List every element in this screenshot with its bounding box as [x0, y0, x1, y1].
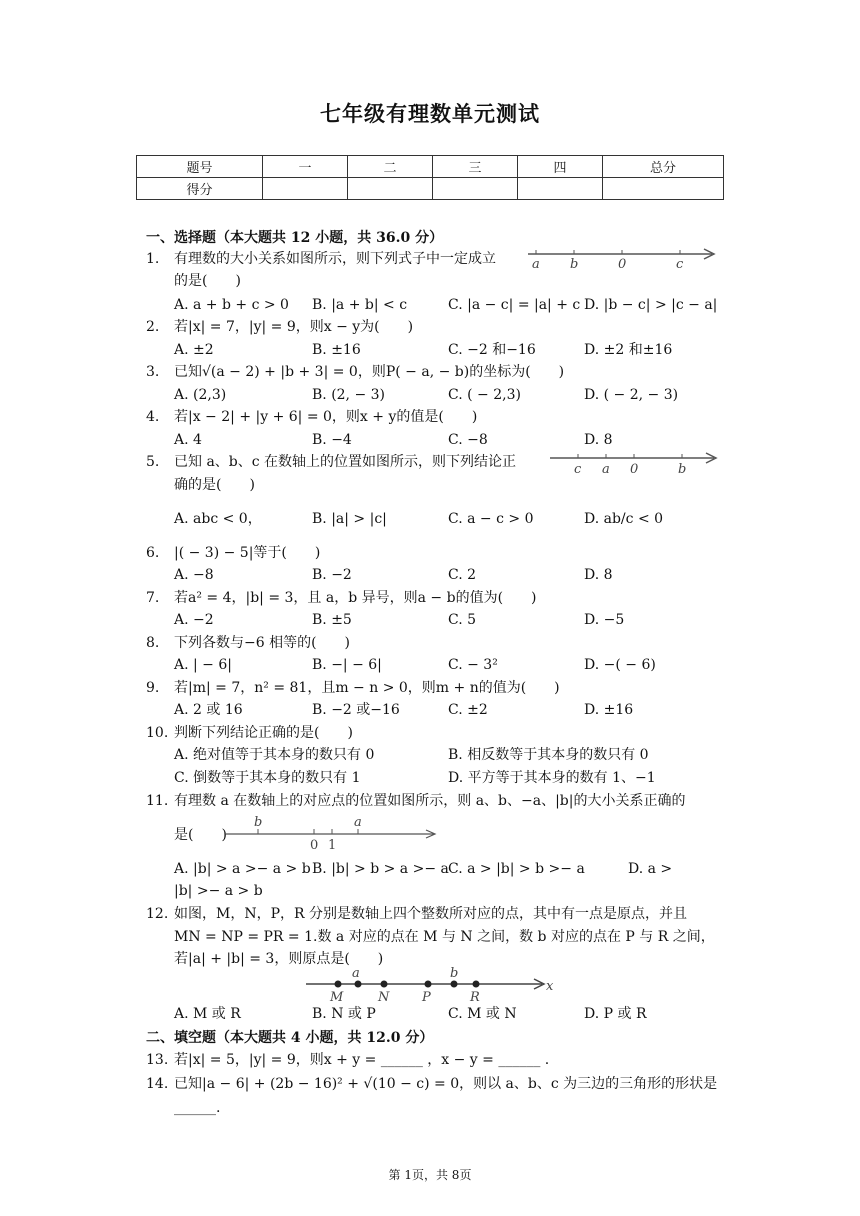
- question-text: 若|x − 2| + |y + 6| = 0，则x + y的值是( ): [174, 409, 478, 425]
- question-4: [146, 406, 477, 428]
- option-d: D. 8: [584, 432, 613, 448]
- axis-label: 0: [630, 462, 639, 476]
- table-cell: 一: [263, 156, 348, 178]
- question-text: |( − 3) − 5|等于( ): [174, 545, 321, 561]
- table-cell: [603, 178, 724, 200]
- option-d-continued: |b| >− a > b: [174, 883, 263, 899]
- option-d: D. 8: [584, 567, 613, 583]
- question-text: 的是( ): [174, 273, 241, 289]
- question-13: [146, 1049, 549, 1071]
- axis-label: b: [450, 966, 459, 981]
- option-c: C. −2 和−16: [448, 342, 536, 358]
- option-d: D. ±2 和±16: [584, 342, 673, 358]
- table-cell: 三: [433, 156, 518, 178]
- option-b: B. ±5: [312, 612, 352, 628]
- axis-label: P: [422, 990, 431, 1005]
- axis-label: a: [532, 257, 540, 270]
- question-text: ______.: [174, 1100, 221, 1116]
- option-b: B. |a| > |c|: [312, 511, 387, 527]
- question-text: 已知|a − 6| + (2b − 16)² + √(10 − c) = 0，则以 a、b、c 为三边的三角形的形状是: [174, 1076, 718, 1092]
- table-cell: 二: [348, 156, 433, 178]
- axis-label: a: [602, 462, 610, 476]
- axis-label: b: [570, 257, 579, 270]
- option-a: A. abc < 0，: [174, 511, 262, 527]
- section-heading: 一、选择题（本大题共 12 小题，共 36.0 分）: [146, 230, 444, 246]
- axis-label: 1: [328, 838, 337, 852]
- option-c: C. M 或 N: [448, 1006, 517, 1022]
- option-b: B. ±16: [312, 342, 361, 358]
- question-11: [146, 790, 685, 812]
- question-number: 14.: [146, 1076, 169, 1092]
- table-cell: 得分: [137, 178, 263, 200]
- question-text: 若|x| = 7，|y| = 9，则x − y为( ): [174, 319, 414, 335]
- question-number: 5.: [146, 454, 160, 470]
- option-c: C. − 3²: [448, 657, 498, 673]
- axis-label: 0: [310, 838, 319, 852]
- question-14: [146, 1073, 717, 1095]
- question-text: 判断下列结论正确的是( ): [174, 725, 353, 741]
- axis-label: b: [678, 462, 687, 476]
- option-b: B. −2 或−16: [312, 702, 400, 718]
- question-number: 11.: [146, 793, 169, 809]
- question-7: [146, 587, 537, 609]
- question-5: [146, 451, 516, 473]
- option-a: A. |b| > a >− a > b: [174, 861, 311, 877]
- question-6: [146, 542, 320, 564]
- question-9: [146, 677, 560, 699]
- table-cell: 四: [518, 156, 603, 178]
- axis-label: N: [378, 990, 390, 1005]
- option-a: A. (2,3): [174, 387, 227, 403]
- axis-label: a: [354, 815, 362, 830]
- question-number: 7.: [146, 590, 160, 606]
- section-heading: 二、填空题（本大题共 4 小题，共 12.0 分）: [146, 1030, 434, 1046]
- option-c: C. 2: [448, 567, 477, 583]
- option-b: B. 相反数等于其本身的数只有 0: [448, 747, 649, 763]
- option-c: C. 倒数等于其本身的数只有 1: [174, 770, 361, 786]
- option-a: A. −2: [174, 612, 214, 628]
- question-number: 6.: [146, 545, 160, 561]
- axis-label: c: [574, 462, 582, 476]
- table-row: [137, 156, 724, 178]
- question-number: 9.: [146, 680, 160, 696]
- axis-label: b: [254, 815, 263, 830]
- option-d: D. 平方等于其本身的数有 1、−1: [448, 770, 656, 786]
- axis-label: x: [546, 979, 554, 994]
- question-text: 如图，M，N，P，R 分别是数轴上四个整数所对应的点，其中有一点是原点，并且: [174, 906, 687, 922]
- number-line-figure: [546, 448, 722, 476]
- table-row: [137, 178, 724, 200]
- question-number: 3.: [146, 364, 160, 380]
- question-8: [146, 632, 350, 654]
- option-b: B. (2, − 3): [312, 387, 386, 403]
- option-c: C. a − c > 0: [448, 511, 534, 527]
- option-a: A. −8: [174, 567, 214, 583]
- option-d: D. P 或 R: [584, 1006, 647, 1022]
- question-text: 是( ): [174, 827, 227, 843]
- question-text: MN = NP = PR = 1.数 a 对应的点在 M 与 N 之间，数 b 对应的点在 P 与 R 之间，: [174, 929, 715, 945]
- question-number: 2.: [146, 319, 160, 335]
- option-a: A. | − 6|: [174, 657, 232, 673]
- option-c: C. a > |b| > b >− a: [448, 861, 585, 877]
- option-c: C. ±2: [448, 702, 488, 718]
- option-b: B. |b| > b > a >− a: [312, 861, 449, 877]
- option-a: A. 绝对值等于其本身的数只有 0: [174, 747, 375, 763]
- option-a: A. 2 或 16: [174, 702, 243, 718]
- question-number: 13.: [146, 1052, 169, 1068]
- table-cell: [518, 178, 603, 200]
- option-c: C. 5: [448, 612, 477, 628]
- question-2: [146, 316, 413, 338]
- question-number: 8.: [146, 635, 160, 651]
- table-cell: 总分: [603, 156, 724, 178]
- axis-label: c: [676, 257, 684, 270]
- axis-label: 0: [618, 257, 627, 270]
- option-b: B. N 或 P: [312, 1006, 376, 1022]
- option-c: C. −8: [448, 432, 488, 448]
- question-text: 已知 a、b、c 在数轴上的位置如图所示，则下列结论正: [174, 454, 517, 470]
- question-text: 若|x| = 5，|y| = 9，则x + y = ______ ，x − y = ______ .: [174, 1052, 550, 1068]
- option-a: A. 4: [174, 432, 202, 448]
- table-cell: [348, 178, 433, 200]
- option-a: A. M 或 R: [174, 1006, 241, 1022]
- question-number: 10.: [146, 725, 169, 741]
- axis-label: M: [330, 990, 344, 1005]
- question-3: [146, 361, 564, 383]
- question-text: 有理数 a 在数轴上的对应点的位置如图所示，则 a、b、−a、|b|的大小关系正确的: [174, 793, 686, 809]
- question-text: 若a² = 4，|b| = 3，且 a，b 异号，则a − b的值为( ): [174, 590, 537, 606]
- option-d: D. −5: [584, 612, 625, 628]
- table-cell: [433, 178, 518, 200]
- question-number: 4.: [146, 409, 160, 425]
- option-c: C. |a − c| = |a| + c: [448, 297, 581, 313]
- option-b: B. −| − 6|: [312, 657, 382, 673]
- question-text: 若|a| + |b| = 3，则原点是( ): [174, 951, 384, 967]
- option-a: A. a + b + c > 0: [174, 297, 289, 313]
- axis-label: R: [470, 990, 480, 1005]
- axis-label: a: [352, 966, 360, 981]
- option-d: D. |b − c| > |c − a|: [584, 297, 718, 313]
- number-line-figure: [524, 244, 720, 270]
- question-1: [146, 248, 496, 270]
- page-title: 七年级有理数单元测试: [320, 101, 540, 126]
- option-b: B. −4: [312, 432, 352, 448]
- option-d: D. ab/c < 0: [584, 511, 664, 527]
- question-text: 确的是( ): [174, 477, 255, 493]
- question-text: 已知√(a − 2) + |b + 3| = 0，则P( − a, − b)的坐标为( ): [174, 364, 565, 380]
- option-a: A. ±2: [174, 342, 214, 358]
- option-d: D. −( − 6): [584, 657, 656, 673]
- table-cell: [263, 178, 348, 200]
- question-10: [146, 722, 353, 744]
- question-number: 12.: [146, 906, 169, 922]
- option-d: D. ( − 2, − 3): [584, 387, 679, 403]
- question-12: [146, 903, 687, 925]
- table-cell: 题号: [137, 156, 263, 178]
- page-footer: 第 1页，共 8页: [388, 1168, 472, 1182]
- option-d: D. ±16: [584, 702, 634, 718]
- question-text: 若|m| = 7，n² = 81，且m − n > 0，则m + n的值为( ): [174, 680, 560, 696]
- option-b: B. |a + b| < c: [312, 297, 408, 313]
- number-line-figure: [222, 814, 442, 852]
- option-b: B. −2: [312, 567, 352, 583]
- score-table: [136, 155, 724, 200]
- question-text: 下列各数与−6 相等的( ): [174, 635, 351, 651]
- option-d: D. a >: [628, 861, 673, 877]
- question-number: 1.: [146, 251, 160, 267]
- question-text: 有理数的大小关系如图所示，则下列式子中一定成立: [174, 251, 496, 267]
- option-c: C. ( − 2,3): [448, 387, 521, 403]
- number-line-figure: [302, 966, 560, 1006]
